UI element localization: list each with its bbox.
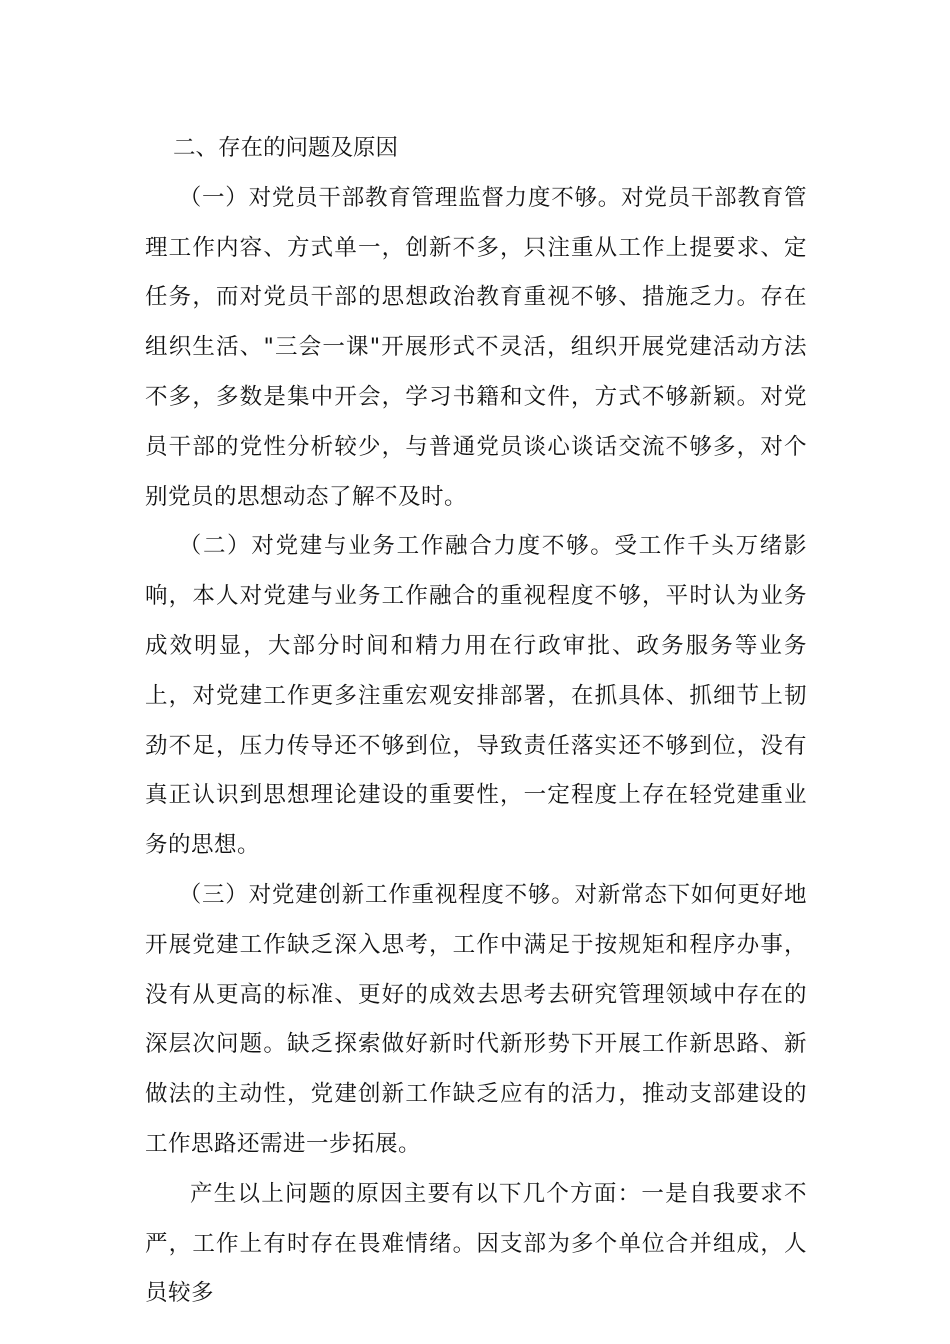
paragraph-3: （三）对党建创新工作重视程度不够。对新常态下如何更好地开展党建工作缺乏深入思考，工作中满足于按规矩和程序办事，没有从更高的标准、更好的成效去思考去研究管理领域中存在的深层次问题。缺乏探索做好新时代新形势下开展工作新思路、新做法的主动性，党建创新工作缺乏应有的活力，推动支部建设的工作思路还需进一步拓展。 <box>145 881 807 1157</box>
paragraph-2: （二）对党建与业务工作融合力度不够。受工作千头万绪影响，本人对党建与业务工作融合的重视程度不够，平时认为业务成效明显，大部分时间和精力用在行政审批、政务服务等业务上，对党建工作更多注重宏观安排部署，在抓具体、抓细节上韧劲不足，压力传导还不够到位，导致责任落实还不够到位，没有真正认识到思想理论建设的重要性，一定程度上存在轻党建重业务的思想。 <box>145 533 807 859</box>
paragraph-1: （一）对党员干部教育管理监督力度不够。对党员干部教育管理工作内容、方式单一，创新不多，只注重从工作上提要求、定任务，而对党员干部的思想政治教育重视不够、措施乏力。存在组织生活、"三会一课"开展形式不灵活，组织开展党建活动方法不多，多数是集中开会，学习书籍和文件，方式不够新颖。对党员干部的党性分析较少，与普通党员谈心谈话交流不够多，对个别党员的思想动态了解不及时。 <box>145 184 807 510</box>
paragraph-4: 产生以上问题的原因主要有以下几个方面：一是自我要求不严，工作上有时存在畏难情绪。因支部为多个单位合并组成，人员较多 <box>145 1180 807 1307</box>
document-body <box>145 124 807 1319</box>
section-heading: 二、存在的问题及原因 <box>173 135 399 161</box>
